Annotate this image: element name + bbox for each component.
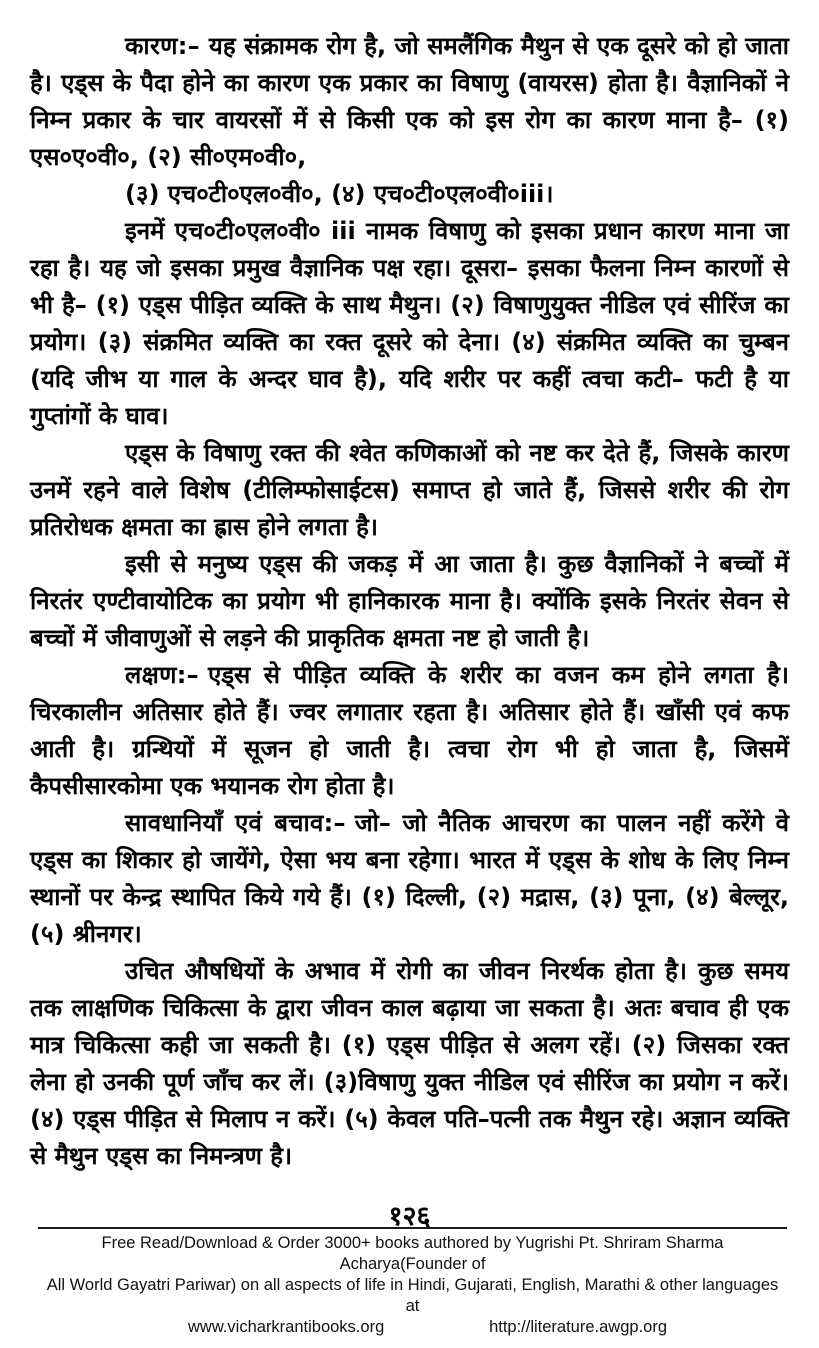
paragraph-spread-causes: [30, 213, 789, 435]
paragraph-text: उचित औषधियों के अभाव में रोगी का जीवन निरर्थक होता है। कुछ समय तक लाक्षणिक चिकित्सा के द्वारा जीवन काल बढ़ाया जा सकता है। अतः बचाव ही एक मात्र चिकित्सा कही जा सकती है। (१) एड्स पीड़ित से अलग रहें। (२) जिसका रक्त लेना हो उनकी पूर्ण जाँच कर लें। (३)विषाणु युक्त नीडिल एवं सीरिंज का प्रयोग न करें। (४) एड्स पीड़ित से मिलाप न करें। (५) केवल पति–पत्नी तक मैथुन रहे। अज्ञान व्यक्ति से मैथुन एड्स का निमन्त्रण है।: [30, 957, 789, 1170]
paragraph-causes: [30, 28, 789, 176]
paragraph-virus-list: [30, 176, 789, 213]
paragraph-antibiotic: [30, 546, 789, 657]
body-text: [30, 28, 789, 1175]
paragraph-treatment: [30, 953, 789, 1175]
paragraph-heading: कारण:–: [125, 32, 200, 60]
footer-url-literature: http://literature.awgp.org: [489, 1318, 667, 1336]
footer: [38, 1227, 787, 1338]
paragraph-text: इनमें एच०टी०एल०वी० iii नामक विषाणु को इसका प्रधान कारण माना जा रहा है। यह जो इसका प्रमुख वैज्ञानिक पक्ष रहा। दूसरा– इसका फैलना निम्न कारणों से भी है– (१) एड्स पीड़ित व्यक्ति के साथ मैथुन। (२) विषाणुयुक्त नीडिल एवं सीरिंज का प्रयोग। (३) संक्रमित व्यक्ति का रक्त दूसरे को देना। (४) संक्रमित व्यक्ति का चुम्बन (यदि जीभ या गाल के अन्दर घाव है), यदि शरीर पर कहीं त्वचा कटी– फटी है या गुप्तांगों के घाव।: [30, 217, 789, 430]
footer-urls: [38, 1317, 787, 1338]
footer-line-1: Free Read/Download & Order 3000+ books authored by Yugrishi Pt. Shriram Sharma Acharya(Founder of: [101, 1234, 724, 1273]
paragraph-symptoms: [30, 657, 789, 805]
paragraph-heading: लक्षण:–: [125, 661, 199, 689]
paragraph-heading: सावधानियाँ एवं बचाव:–: [125, 809, 346, 837]
paragraph-text: यह संक्रामक रोग है, जो समलैंगिक मैथुन से एक दूसरे को हो जाता है। एड्स के पैदा होने का कारण एक प्रकार का विषाणु (वायरस) होता है। वैज्ञानिकों ने निम्न प्रकार के चार वायरसों में से किसी एक को इस रोग का कारण माना है– (१) एस०ए०वी०, (२) सी०एम०वी०,: [30, 32, 789, 171]
paragraph-precautions: [30, 805, 789, 953]
paragraph-text: इसी से मनुष्य एड्स की जकड़ में आ जाता है। कुछ वैज्ञानिकों ने बच्चों में निरतंर एण्टीवायोटिक का प्रयोग भी हानिकारक माना है। क्योंकि इसके निरतंर सेवन से बच्चों में जीवाणुओं से लड़ने की प्राकृतिक क्षमता नष्ट हो जाती है।: [30, 550, 789, 652]
paragraph-text: (३) एच०टी०एल०वी०, (४) एच०टी०एल०वी०iii।: [125, 180, 554, 208]
paragraph-text: एड्स से पीड़ित व्यक्ति के शरीर का वजन कम होने लगता है। चिरकालीन अतिसार होते हैं। ज्वर लगातार रहता है। अतिसार होते हैं। खाँसी एवं कफ आती है। ग्रन्थियों में सूजन हो जाती है। त्वचा रोग भी हो जाता है, जिसमें कैपसीसारकोमा एक भयानक रोग होता है।: [30, 661, 789, 800]
paragraph-white-cells: [30, 435, 789, 546]
footer-url-vicharkranti: www.vicharkrantibooks.org: [188, 1318, 385, 1336]
paragraph-text: एड्स के विषाणु रक्त की श्वेत कणिकाओं को नष्ट कर देते हैं, जिसके कारण उनमें रहने वाले विशेष (टीलिम्फोसाईटस) समाप्त हो जाते हैं, जिससे शरीर की रोग प्रतिरोधक क्षमता का ह्रास होने लगता है।: [30, 439, 789, 541]
page-number: १२६: [388, 1201, 431, 1232]
footer-line-2: All World Gayatri Pariwar) on all aspects of life in Hindi, Gujarati, English, Marathi & other languages at: [46, 1276, 779, 1315]
paragraph-text: जो– जो नैतिक आचरण का पालन नहीं करेंगे वे एड्स का शिकार हो जायेंगे, ऐसा भय बना रहेगा। भारत में एड्स के शोध के लिए निम्न स्थानों पर केन्द्र स्थापित किये गये हैं। (१) दिल्ली, (२) मद्रास, (३) पूना, (४) बेल्लूर, (५) श्रीनगर।: [30, 809, 789, 948]
